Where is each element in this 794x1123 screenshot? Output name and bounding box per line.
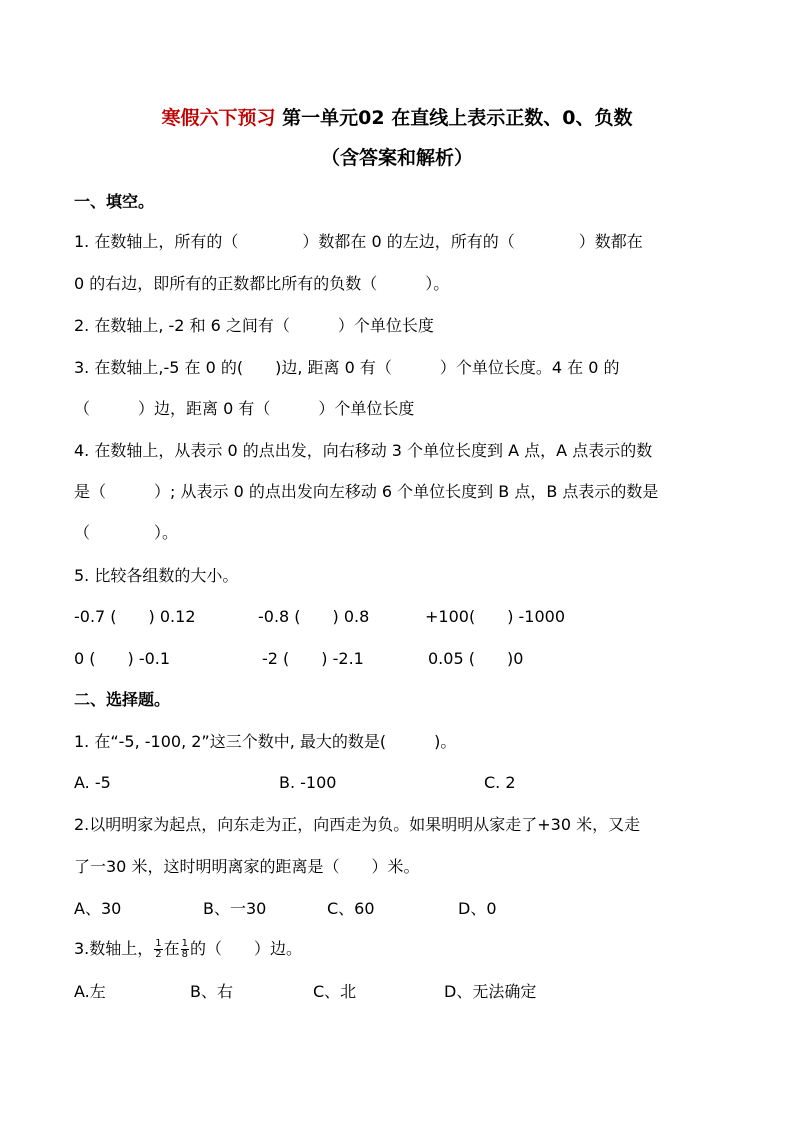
c3-fraction-2 (181, 939, 189, 960)
c1-stem: 1. 在“-5, -100, 2”这三个数中, 最大的数是( )。 (74, 732, 457, 751)
c3-fraction-2-denominator: 8 (181, 949, 189, 960)
page-title (0, 104, 794, 132)
c2-line2: 了一30 米，这时明明离家的距离是（ ）米。 (74, 857, 420, 876)
q5-compare-3: +100( ) -1000 (425, 607, 566, 626)
c3-prefix: 3.数轴上， (74, 939, 154, 958)
c1-option-b: B. -100 (279, 773, 337, 792)
section-choice-heading: 二、选择题。 (74, 690, 171, 709)
c3-suffix: 的（ ）边。 (190, 939, 303, 958)
title-main: 第一单元02 在直线上表示正数、0、负数 (282, 107, 633, 129)
c2-option-d: D、0 (458, 899, 497, 918)
q3-line2: （ ）边，距离 0 有（ ）个单位长度 (74, 399, 415, 418)
title-red: 寒假六下预习 (161, 107, 276, 129)
q5-compare-5: -2 ( ) -2.1 (262, 649, 364, 668)
c3-fraction-1-numerator: 1 (155, 938, 162, 949)
c3-stem (74, 937, 302, 961)
page-subtitle: （含答案和解析） (320, 147, 473, 169)
c3-middle: 在 (163, 939, 180, 958)
q5-compare-2: -0.8 ( ) 0.8 (258, 607, 370, 626)
c1-option-c: C. 2 (484, 773, 516, 792)
q5-compare-4: 0 ( ) -0.1 (74, 649, 171, 668)
q4-line1: 4. 在数轴上，从表示 0 的点出发，向右移动 3 个单位长度到 A 点，A 点表示的数 (74, 441, 653, 460)
q5-compare-1: -0.7 ( ) 0.12 (74, 607, 196, 626)
q2-line: 2. 在数轴上, -2 和 6 之间有（ ）个单位长度 (74, 316, 434, 335)
q1-line1: 1. 在数轴上，所有的（ ）数都在 0 的左边，所有的（ ）数都在 (74, 232, 643, 251)
c2-line1: 2.以明明家为起点，向东走为正，向西走为负。如果明明从家走了+30 米，又走 (74, 815, 641, 834)
c3-option-b: B、右 (190, 982, 233, 1001)
q3-line1: 3. 在数轴上,-5 在 0 的( )边, 距离 0 有（ ）个单位长度。4 在 0 的 (74, 358, 620, 377)
c3-fraction-1-denominator: 2 (155, 949, 162, 960)
c3-option-a: A.左 (74, 982, 106, 1001)
q4-line3: （ ）。 (74, 523, 179, 542)
q1-line2: 0 的右边，即所有的正数都比所有的负数（ ）。 (74, 274, 450, 293)
q5-title: 5. 比较各组数的大小。 (74, 566, 239, 585)
c3-option-d: D、无法确定 (444, 982, 537, 1001)
c3-option-c: C、北 (313, 982, 357, 1001)
section-fill-heading: 一、填空。 (74, 192, 155, 211)
c1-option-a: A. -5 (74, 773, 111, 792)
c2-option-c: C、60 (327, 899, 375, 918)
c3-fraction-1 (154, 939, 162, 960)
c3-fraction-2-numerator: 1 (181, 938, 189, 949)
q5-compare-6: 0.05 ( )0 (428, 649, 524, 668)
q4-line2: 是（ ）; 从表示 0 的点出发向左移动 6 个单位长度到 B 点，B 点表示的数是 (74, 482, 659, 501)
c2-option-a: A、30 (74, 899, 122, 918)
c2-option-b: B、一30 (203, 899, 267, 918)
